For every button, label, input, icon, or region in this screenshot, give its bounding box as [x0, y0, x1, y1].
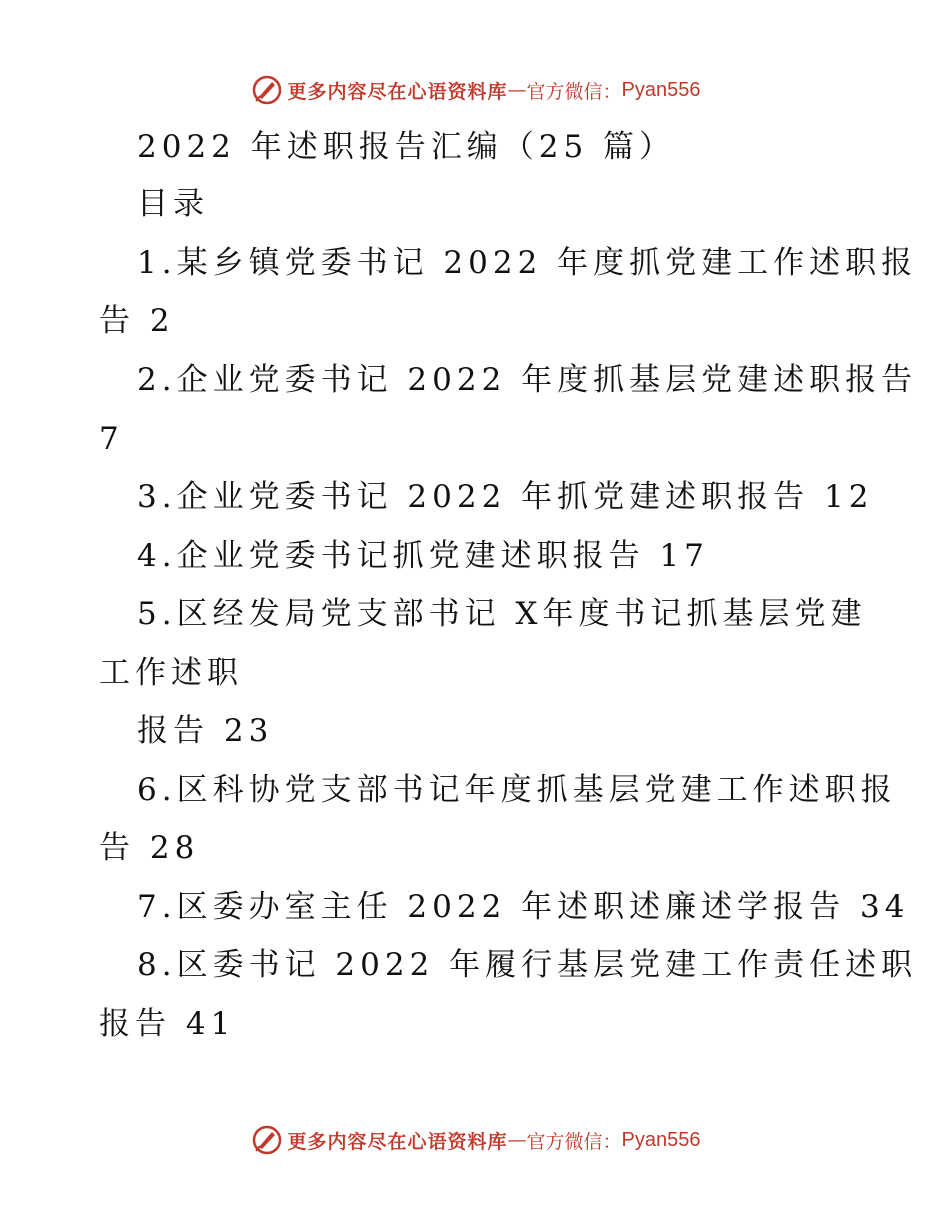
banner-dash: — [507, 79, 527, 101]
banner-wechat-label: 官方微信： [526, 1130, 622, 1153]
toc-line: 8.区委书记 2022 年履行基层党建工作责任述职 [137, 947, 918, 983]
banner-wechat-id: Pyan556 [621, 1128, 701, 1151]
toc-line: 告 2 [99, 303, 175, 339]
banner-text: 更多内容尽在心语资料库 [287, 1130, 508, 1153]
banner-text: 更多内容尽在心语资料库 [287, 80, 508, 103]
toc-line: 7.区委办室主任 2022 年述职述廉述学报告 34 [137, 889, 910, 925]
toc-heading: 目录 [137, 186, 209, 222]
toc-line: 5.区经发局党支部书记 X年度书记抓基层党建 [137, 596, 867, 632]
toc-line: 2.企业党委书记 2022 年度抓基层党建述职报告 [137, 362, 918, 398]
toc-line: 工作述职 [99, 655, 243, 691]
toc-line: 1.某乡镇党委书记 2022 年度抓党建工作述职报 [137, 245, 918, 281]
toc-line: 3.企业党委书记 2022 年抓党建述职报告 12 [137, 479, 874, 515]
toc-line: 告 28 [99, 830, 200, 866]
banner-dash: — [507, 1129, 527, 1151]
toc-line: 7 [99, 421, 124, 457]
toc-line: 4.企业党委书记抓党建述职报告 17 [137, 538, 709, 574]
toc-line: 6.区科协党支部书记年度抓基层党建工作述职报 [137, 772, 897, 808]
header-banner [0, 70, 950, 110]
footer-banner [0, 1120, 950, 1160]
banner-wechat-label: 官方微信： [526, 80, 622, 103]
toc-line: 报告 41 [99, 1006, 236, 1042]
document-title: 2022 年述职报告汇编（25 篇） [137, 129, 676, 165]
quill-logo-icon [250, 1123, 284, 1157]
quill-logo-icon [250, 73, 284, 107]
toc-line: 报告 23 [137, 713, 274, 749]
banner-wechat-id: Pyan556 [621, 78, 701, 101]
